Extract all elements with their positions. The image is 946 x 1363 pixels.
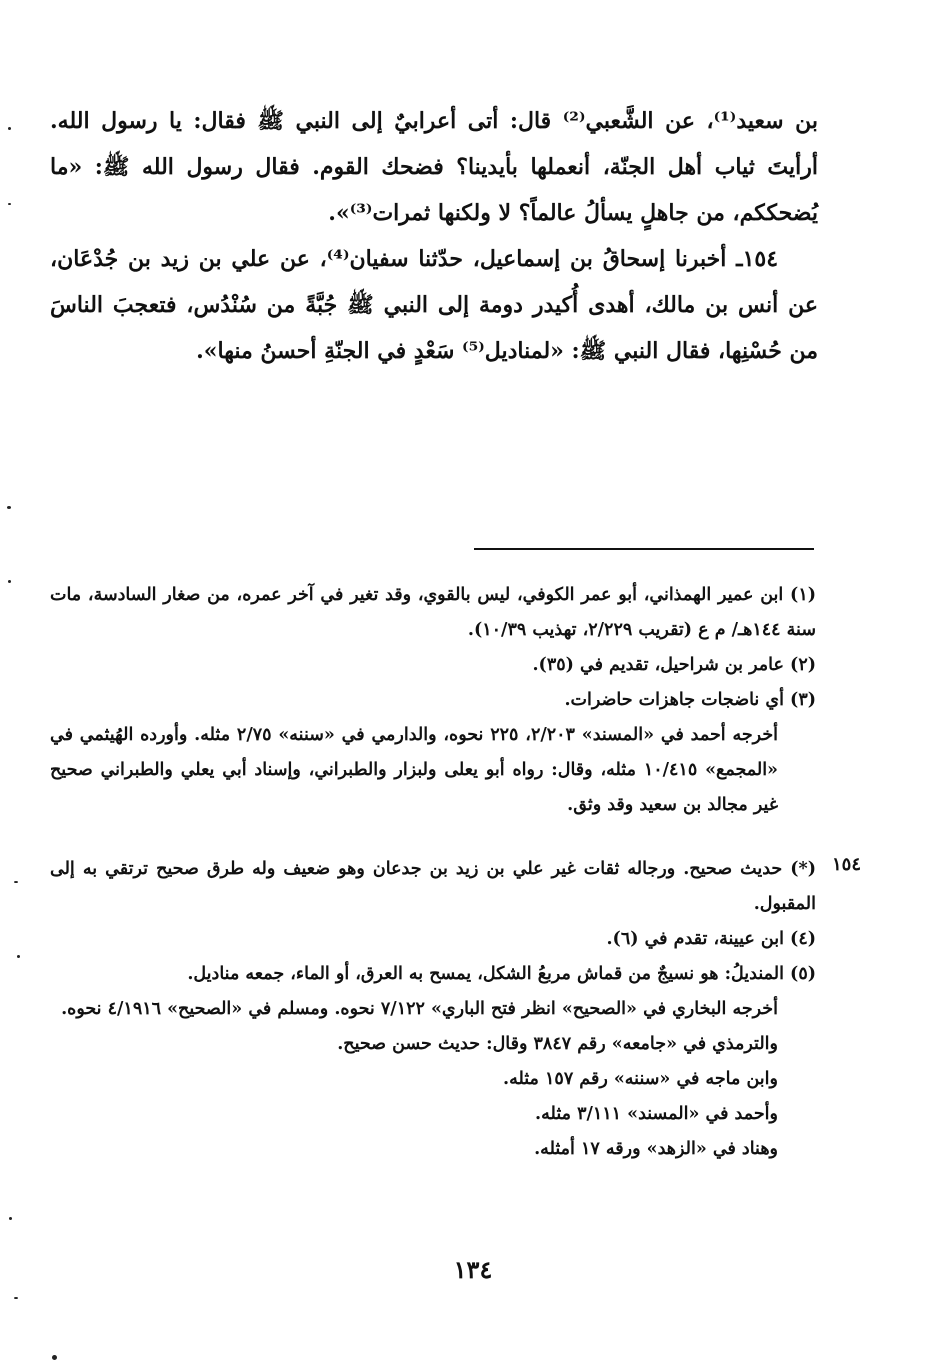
- page-number: ١٣٤: [453, 1255, 493, 1284]
- scan-speck: [17, 955, 20, 958]
- takhrij-bukhari-muslim: أخرجه البخاري في «الصحيح» انظر فتح الباري» ٧/١٢٢ نحوه. ومسلم في «الصحيح» ٤/١٩١٦ نحوه.: [61, 999, 778, 1019]
- hadith-number: ١٥٤: [832, 854, 862, 875]
- scan-speck: [14, 881, 18, 883]
- footnote-3: (٣) أي ناضجات جاهزات حاضرات.: [564, 690, 816, 710]
- scan-speck: [8, 127, 11, 130]
- main-text: [50, 98, 818, 374]
- footnote-2: (٢) عامر بن شراحيل، تقديم في (٣٥).: [532, 655, 816, 675]
- takhrij-ibn-majah: وابن ماجه في «سننه» رقم ١٥٧ مثله.: [503, 1069, 778, 1089]
- scan-speck: [8, 580, 11, 583]
- hadith-grading: (*) حديث صحيح. ورجاله ثقات غير علي بن زيد بن جدعان وهو ضعيف وله طرق صحيح ترتقي به إلى المقبول.: [50, 859, 816, 914]
- scan-speck: [52, 1355, 57, 1360]
- footnote-3-takhrij: أخرجه أحمد في «المسند» ٢/٢٠٣، ٢٢٥ نحوه، والدارمي في «سننه» ٢/٧٥ مثله. وأورده الهُيثمي في «المجمع» ١٠/٤١٥ مثله، وقال: رواه أبو يعلى ولبزار والطبراني، وإسناد أبي يعلي والطبراني صحيح غير مجالد بن سعيد وقد وثق.: [50, 725, 779, 815]
- scan-speck: [14, 1297, 18, 1299]
- footnotes-upper: [50, 578, 816, 823]
- footnote-4: (٤) ابن عيينة، تقدم في (٦).: [606, 929, 816, 949]
- footnote-1: (١) ابن عمير الهمذاني، أبو عمر الكوفي، ليس بالقوي، وقد تغير في آخر عمره، من صغار السادسة، مات سنة ١٤٤هـ/ م ع (تقريب ٢/٢٢٩، تهذيب ١٠/٣٩).: [50, 585, 816, 640]
- takhrij-tirmidhi: والترمذي في «جامعه» رقم ٣٨٤٧ وقال: حديث حسن صحيح.: [337, 1034, 778, 1054]
- takhrij-ahmad: وأحمد في «المسند» ٣/١١١ مثله.: [535, 1104, 778, 1124]
- footnote-5: (٥) المنديلُ: هو نسيجٌ من قماش مربعُ الشكل، يمسح به العرق، أو الماء، جمعه مناديل.: [187, 964, 816, 984]
- takhrij-hannad: وهناد في «الزهد» ورقه ١٧ أمثله.: [534, 1139, 778, 1159]
- scan-speck: [8, 203, 11, 205]
- footnotes-lower: [50, 852, 816, 1167]
- footnote-separator: [474, 548, 814, 550]
- main-paragraph-2: ١٥٤ـ أخبرنا إسحاقُ بن إسماعيل، حدّثنا سفيان⁽⁴⁾، عن علي بن زيد بن جُدْعَان، عن أنس بن مالك، أهدى أُكيدر دومة إلى النبي ﷺ جُبَّةً من سُنْدُس، فتعجبَ الناسَ من حُسْنِها، فقال النبي ﷺ: «لمناديل⁽⁵⁾ سَعْدٍ في الجنّةِ أحسنُ منها».: [50, 246, 818, 364]
- scan-speck: [7, 506, 11, 509]
- main-paragraph-1: بن سعيد⁽¹⁾، عن الشَّعبي⁽²⁾ قال: أتى أعرابيٌ إلى النبي ﷺ فقال: يا رسول الله. أرأيتَ ثياب أهل الجنّة، أنعملها بأيدينا؟ فضحك القوم. فقال رسول الله ﷺ: «ما يُضحككم، من جاهلٍ يسألُ عالماً؟ لا ولكنها ثمرات⁽³⁾».: [50, 108, 819, 226]
- scan-speck: [9, 1217, 12, 1220]
